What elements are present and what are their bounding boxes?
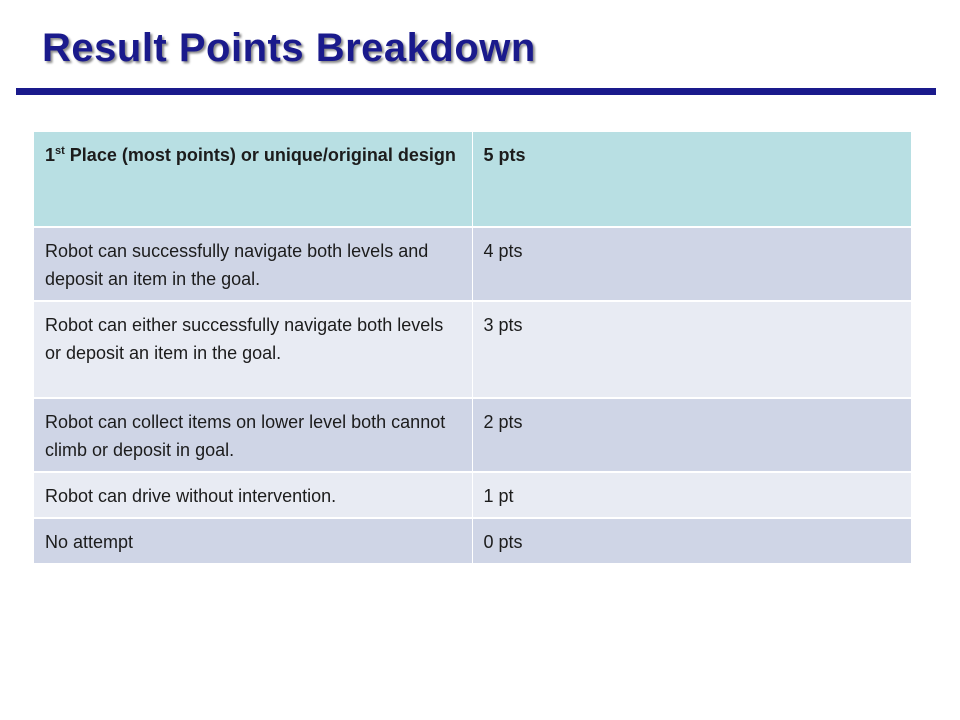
- criterion-cell: Robot can successfully navigate both levels and deposit an item in the goal.: [34, 227, 472, 301]
- points-breakdown-table: [34, 132, 911, 565]
- points-cell: 3 pts: [472, 301, 911, 398]
- criterion-cell: Robot can either successfully navigate both levels or deposit an item in the goal.: [34, 301, 472, 398]
- points-cell: 4 pts: [472, 227, 911, 301]
- table-row: [34, 472, 911, 518]
- points-cell: 0 pts: [472, 518, 911, 564]
- header-criterion-text: Place (most points) or unique/original design: [64, 145, 456, 165]
- table-row: [34, 398, 911, 472]
- header-criterion-ordinal: st: [55, 145, 65, 157]
- header-criterion-cell: [34, 132, 472, 227]
- table-header-row: [34, 132, 911, 227]
- slide-title: Result Points Breakdown: [42, 26, 536, 70]
- table-row: [34, 227, 911, 301]
- points-cell: 2 pts: [472, 398, 911, 472]
- criterion-cell: Robot can collect items on lower level both cannot climb or deposit in goal.: [34, 398, 472, 472]
- points-cell: 1 pt: [472, 472, 911, 518]
- table-row: [34, 301, 911, 398]
- criterion-cell: No attempt: [34, 518, 472, 564]
- title-divider: [16, 88, 936, 95]
- criterion-cell: Robot can drive without intervention.: [34, 472, 472, 518]
- header-points-cell: 5 pts: [472, 132, 911, 227]
- header-criterion-number: 1: [45, 145, 56, 165]
- table-row: [34, 518, 911, 564]
